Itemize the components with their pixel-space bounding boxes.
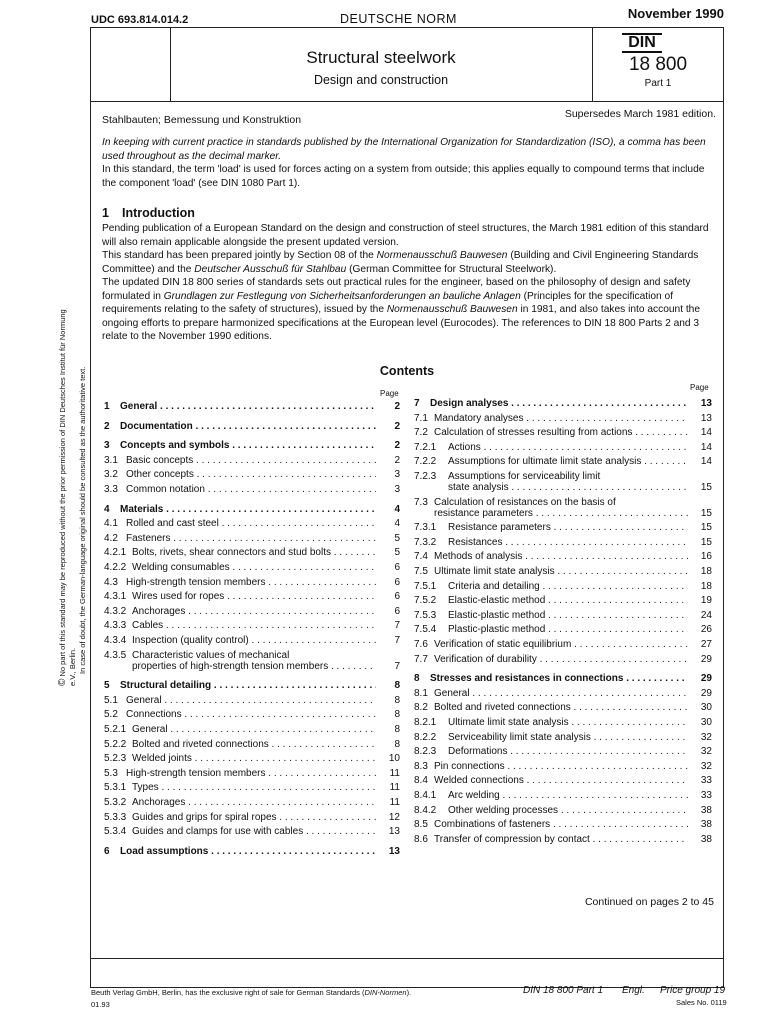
- toc-entry: [414, 507, 712, 521]
- toc-entry-page: 2: [394, 401, 400, 412]
- toc-entry-page: 30: [700, 702, 712, 714]
- toc-entry: [104, 439, 400, 453]
- document-subtitle: Design and construction: [313, 73, 449, 87]
- toc-entry: [414, 833, 712, 847]
- toc-entry: [414, 481, 712, 495]
- toc-entry-title: Wires used for ropes . . .: [132, 590, 376, 604]
- intro-paragraph-1: Pending publication of a European Standard on the design and construction of steel structures, the March 1981 edition of this standard will also remain applicable alongside the present updated version.: [102, 223, 709, 248]
- toc-entry-number: 4: [104, 503, 110, 515]
- toc-entry-title: Rolled and cast steel . . .: [126, 517, 376, 531]
- toc-entry-title: Welded joints . . .: [132, 752, 376, 766]
- toc-entry-number: 8: [414, 673, 420, 685]
- deutsche-norm-label: DEUTSCHE NORM: [340, 12, 457, 26]
- toc-entry-title: High-strength tension members . . .: [126, 576, 376, 590]
- toc-entry-title: Materials . . .: [120, 503, 376, 517]
- toc-entry-number: 8.2: [414, 702, 428, 714]
- toc-entry-title: Elastic-elastic method . . .: [448, 594, 688, 608]
- toc-entry-page: 7: [394, 635, 400, 646]
- toc-entry-page: 15: [700, 507, 712, 519]
- toc-entry-page: 27: [700, 639, 712, 650]
- toc-entry-page: 4: [394, 518, 400, 530]
- toc-entry-page: 38: [700, 819, 712, 831]
- toc-entry-title: Serviceability limit state analysis . . .: [448, 731, 688, 745]
- toc-entry-number: 8.2.3: [414, 746, 437, 758]
- toc-entry: [414, 672, 712, 686]
- toc-entry-page: 6: [394, 605, 400, 617]
- toc-entry-title: Ultimate limit state analysis . . .: [434, 565, 688, 579]
- toc-entry-number: 4.2.2: [104, 562, 127, 573]
- toc-entry-title: Other concepts . . .: [126, 468, 376, 482]
- toc-entry-number: 5.3.1: [104, 782, 127, 794]
- toc-entry-number: 7.3.2: [414, 536, 437, 548]
- text-run: ).: [406, 988, 412, 997]
- toc-entry-page: 6: [394, 562, 400, 573]
- toc-entry: [104, 825, 400, 839]
- copyright-icon: ©: [57, 678, 68, 686]
- toc-entry-page: 29: [700, 653, 712, 665]
- toc-entry: [104, 532, 400, 546]
- toc-entry-page: 5: [394, 532, 400, 544]
- toc-entry-number: 6: [104, 845, 110, 857]
- toc-entry: [104, 561, 400, 575]
- toc-entry-page: 14: [700, 456, 712, 468]
- toc-entry-title: Assumptions for ultimate limit state analysis . . .: [448, 455, 688, 469]
- toc-entry-number: 2: [104, 420, 110, 432]
- toc-entry-page: 30: [700, 717, 712, 728]
- toc-entry: [104, 767, 400, 781]
- toc-entry: [414, 594, 712, 608]
- toc-entry-title: Assumptions for serviceability limit: [448, 471, 601, 482]
- toc-entry: [414, 701, 712, 715]
- toc-entry-page: 3: [394, 484, 400, 495]
- toc-entry: [414, 804, 712, 818]
- toc-entry-page: 24: [700, 609, 712, 621]
- toc-entry-page: 16: [700, 551, 712, 563]
- toc-entry-title: Cables . . .: [132, 619, 376, 633]
- toc-entry: [104, 752, 400, 766]
- toc-entry-title: Characteristic values of mechanical: [132, 649, 290, 661]
- toc-entry-number: 8.2.2: [414, 731, 437, 743]
- din-part: Part 1: [644, 78, 672, 89]
- toc-entry-title: General . . .: [120, 400, 376, 414]
- toc-entry-number: 5.2.3: [104, 753, 127, 765]
- toc-entry-title: properties of high-strength tension members . . .: [132, 660, 376, 674]
- toc-entry: [414, 716, 712, 730]
- toc-entry: [104, 468, 400, 482]
- text-run-italic: Deutscher Ausschuß für Stahlbau: [194, 263, 347, 275]
- toc-entry-page: 32: [700, 731, 712, 743]
- toc-entry-number: 5.2: [104, 709, 118, 721]
- toc-entry-number: 3.2: [104, 469, 118, 481]
- text-run: (Principles for the specification of requirements relating to the safety of structures), issued by the: [102, 290, 674, 315]
- toc-entry: [414, 426, 712, 440]
- toc-entry-page: 13: [700, 412, 712, 424]
- udc-number: UDC 693.814.014.2: [91, 14, 189, 26]
- toc-entry: [104, 619, 400, 633]
- toc-entry-page: 18: [700, 580, 712, 592]
- toc-entry: [414, 745, 712, 759]
- toc-entry-number: 7.1: [414, 412, 428, 424]
- toc-entry-page: 29: [700, 673, 712, 685]
- toc-entry-title: Connections . . .: [126, 708, 376, 722]
- toc-entry: [104, 679, 400, 693]
- load-term-note: In this standard, the term 'load' is used for forces acting on a system from outside; this applies equally to compound terms that include the component 'load' (see DIN 1080 Part 1).: [102, 164, 705, 189]
- toc-entry-number: 4.3.5: [104, 649, 127, 661]
- toc-entry-page: 11: [389, 782, 400, 794]
- toc-entry: [104, 796, 400, 810]
- toc-entry-title: Documentation . . .: [120, 420, 376, 434]
- toc-entry: [104, 845, 400, 859]
- toc-entry-title: Plastic-plastic method . . .: [448, 623, 688, 637]
- toc-entry-title: Deformations . . .: [448, 745, 688, 759]
- toc-entry: [414, 536, 712, 550]
- section-number: 1: [102, 206, 109, 220]
- footer-price-group: Price group 19: [660, 985, 726, 996]
- toc-entry: [414, 760, 712, 774]
- intro-paragraph-2: [102, 249, 712, 276]
- toc-entry-number: 7.5.2: [414, 595, 437, 607]
- toc-entry-title: Resistance parameters . . .: [448, 521, 688, 535]
- toc-entry-page: 38: [700, 833, 712, 845]
- toc-entry-title: Concepts and symbols . . .: [120, 439, 376, 453]
- toc-entry: [104, 660, 400, 674]
- introduction-heading: [102, 206, 195, 220]
- toc-entry-page: 8: [394, 709, 400, 721]
- toc-entry-number: 8.5: [414, 819, 428, 831]
- toc-entry-title: General . . .: [132, 723, 376, 737]
- toc-entry: [104, 708, 400, 722]
- toc-entry-page: 5: [394, 547, 400, 559]
- toc-entry: [104, 811, 400, 825]
- toc-entry: [414, 550, 712, 564]
- toc-entry-title: state analysis . . .: [448, 481, 688, 495]
- toc-entry-number: 3.1: [104, 454, 118, 466]
- toc-entry-page: 33: [700, 775, 712, 787]
- toc-entry-number: 7: [414, 398, 420, 409]
- toc-entry-page: 8: [394, 724, 400, 735]
- toc-entry-title: Inspection (quality control) . . .: [132, 634, 376, 648]
- toc-entry-title: General . . .: [434, 687, 688, 701]
- toc-entry: [104, 420, 400, 434]
- toc-entry-title: Calculation of resistances on the basis of: [434, 496, 616, 508]
- toc-entry: [104, 590, 400, 604]
- toc-entry-number: 7.7: [414, 653, 428, 665]
- section-title: Introduction: [122, 206, 195, 220]
- toc-entry-number: 7.5.3: [414, 609, 437, 621]
- toc-entry-title: Basic concepts . . .: [126, 454, 376, 468]
- toc-entry-title: Other welding processes . . .: [448, 804, 688, 818]
- page-column-label-right: Page: [690, 383, 709, 392]
- toc-entry-number: 3.3: [104, 484, 118, 495]
- toc-entry: [104, 723, 400, 737]
- toc-entry-title: Verification of durability . . .: [434, 653, 688, 667]
- toc-entry-number: 8.3: [414, 760, 428, 772]
- toc-entry-number: 4.2: [104, 532, 118, 544]
- toc-entry-number: 5.3: [104, 767, 118, 779]
- toc-entry: [414, 455, 712, 469]
- toc-entry-number: 4.1: [104, 518, 118, 530]
- toc-entry-title: resistance parameters . . .: [434, 507, 688, 521]
- toc-entry: [414, 638, 712, 652]
- toc-entry-page: 19: [700, 595, 712, 607]
- din-logo: DIN: [622, 33, 662, 53]
- print-date: 01.93: [91, 1000, 110, 1009]
- toc-entry: [104, 781, 400, 795]
- toc-entry-page: 10: [388, 753, 400, 765]
- toc-entry-number: 8.4.2: [414, 804, 437, 816]
- toc-entry-number: 5.1: [104, 694, 118, 706]
- toc-entry: [414, 412, 712, 426]
- toc-entry-number: 7.2.1: [414, 441, 437, 453]
- toc-entry-title: Guides and grips for spiral ropes . . .: [132, 811, 376, 825]
- toc-entry: [414, 774, 712, 788]
- toc-entry-number: 8.1: [414, 687, 428, 699]
- text-run: Beuth Verlag GmbH, Berlin, has the exclusive right of sale for German Standards (: [91, 988, 365, 997]
- toc-entry-page: 15: [700, 482, 712, 493]
- toc-entry-title: Methods of analysis . . .: [434, 550, 688, 564]
- footer-standard-number: DIN 18 800 Part 1: [523, 985, 604, 996]
- toc-entry-page: 13: [388, 845, 400, 857]
- toc-entry-page: 8: [394, 680, 400, 692]
- toc-entry-title: Anchorages . . .: [132, 605, 376, 619]
- copyright-notice: [58, 296, 86, 686]
- toc-entry-page: 11: [389, 797, 400, 808]
- toc-entry-title: Load assumptions . . .: [120, 845, 376, 859]
- text-run-italic: DIN-Normen: [364, 988, 407, 997]
- text-run-italic: Grundlagen zur Festlegung von Sicherheitsanforderungen an bauliche Anlagen: [163, 290, 521, 302]
- toc-entry-number: 1: [104, 401, 110, 412]
- toc-entry: [414, 789, 712, 803]
- toc-entry-page: 2: [394, 454, 400, 466]
- toc-entry-page: 14: [700, 441, 712, 453]
- toc-entry: [104, 694, 400, 708]
- toc-entry: [104, 546, 400, 560]
- copyright-line-2: In case of doubt, the German-language original should be consulted as the authoritative text.: [78, 366, 87, 674]
- toc-entry-title: Verification of static equilibrium . . .: [434, 638, 688, 652]
- toc-entry-number: 7.3.1: [414, 522, 437, 534]
- toc-entry-page: 29: [700, 687, 712, 699]
- toc-entry: [414, 441, 712, 455]
- toc-entry: [414, 609, 712, 623]
- toc-entry: [104, 738, 400, 752]
- toc-entry-page: 15: [700, 522, 712, 534]
- toc-entry-number: 7.6: [414, 639, 428, 650]
- toc-entry: [104, 517, 400, 531]
- toc-entry-number: 5.2.1: [104, 724, 127, 735]
- toc-entry-title: Pin connections . . .: [434, 760, 688, 774]
- text-run: (German Committee for Structural Steelwork).: [346, 263, 557, 275]
- toc-entry: [414, 565, 712, 579]
- toc-entry-page: 12: [388, 811, 400, 823]
- toc-entry: [104, 400, 400, 414]
- text-run: (Building and Civil Engineering Standards Committee) and the: [102, 250, 699, 275]
- toc-entry-number: 5.3.4: [104, 826, 127, 838]
- toc-entry-number: 7.3: [414, 496, 428, 508]
- text-run: This standard has been prepared jointly by Section 08 of the: [102, 250, 377, 261]
- toc-entry-number: 8.4: [414, 775, 428, 787]
- toc-entry-title: Ultimate limit state analysis . . .: [448, 716, 688, 730]
- iso-decimal-note: In keeping with current practice in standards published by the International Organization for Standardization (ISO), a comma has been used throughout as the decimal marker.: [102, 137, 706, 162]
- footer-sales-number: Sales No. 0119: [676, 998, 727, 1007]
- intro-paragraph-3: [102, 276, 712, 344]
- toc-entry-number: 7.5: [414, 566, 428, 577]
- toc-entry-title: General . . .: [126, 694, 376, 708]
- copyright-text: No part of this standard may be reproduced without the prior permission of DIN Deutsches Institut für Normung e.V., Berlin.: [58, 309, 77, 686]
- toc-entry-page: 6: [394, 591, 400, 603]
- toc-entry-page: 7: [394, 620, 400, 632]
- footer-divider: [90, 958, 724, 959]
- toc-entry-page: 13: [388, 826, 400, 838]
- toc-entry-title: Bolts, rivets, shear connectors and stud bolts . . .: [132, 546, 376, 560]
- toc-entry: [414, 818, 712, 832]
- german-title: Stahlbauten; Bemessung und Konstruktion: [102, 114, 302, 126]
- toc-entry-title: Elastic-plastic method . . .: [448, 609, 688, 623]
- header-divider: [90, 101, 724, 102]
- toc-entry-number: 4.2.1: [104, 547, 127, 559]
- toc-entry-title: Bolted and riveted connections . . .: [132, 738, 376, 752]
- toc-entry-page: 3: [394, 469, 400, 481]
- toc-entry-number: 7.5.1: [414, 580, 437, 592]
- toc-entry-title: Actions . . .: [448, 441, 688, 455]
- text-run-italic: Normenausschuß Bauwesen: [386, 304, 518, 315]
- toc-entry: [414, 687, 712, 701]
- toc-entry-page: 2: [394, 440, 400, 452]
- toc-entry-number: 8.2.1: [414, 717, 437, 728]
- continued-note: Continued on pages 2 to 45: [584, 896, 714, 908]
- toc-entry-title: Anchorages . . .: [132, 796, 376, 810]
- toc-entry-page: 33: [700, 790, 712, 801]
- toc-entry: [104, 454, 400, 468]
- toc-entry-number: 7.2.2: [414, 456, 437, 468]
- toc-entry-page: 8: [394, 694, 400, 706]
- toc-entry-title: Types . . .: [132, 781, 376, 795]
- toc-entry-number: 4.3: [104, 576, 118, 588]
- publisher-note: [91, 988, 411, 997]
- toc-entry-title: Mandatory analyses . . .: [434, 412, 688, 426]
- toc-entry-number: 7.5.4: [414, 624, 437, 636]
- contents-list-left: [104, 400, 400, 870]
- toc-entry-title: Combinations of fasteners . . .: [434, 818, 688, 832]
- toc-entry-number: 7.4: [414, 551, 428, 563]
- toc-entry-number: 7.2.3: [414, 471, 437, 482]
- toc-entry-title: Resistances . . .: [448, 536, 688, 550]
- toc-entry-number: 5: [104, 680, 110, 692]
- toc-entry-title: Arc welding . . .: [448, 789, 688, 803]
- toc-entry-number: 5.2.2: [104, 738, 127, 750]
- toc-entry-page: 8: [394, 738, 400, 750]
- toc-entry-page: 6: [394, 576, 400, 588]
- toc-entry-page: 18: [700, 566, 712, 577]
- toc-entry-page: 11: [389, 767, 400, 779]
- toc-entry-page: 38: [700, 804, 712, 816]
- contents-list-right: [414, 397, 712, 867]
- toc-entry: [414, 397, 712, 411]
- toc-entry: [414, 731, 712, 745]
- toc-entry-number: 4.3.4: [104, 635, 127, 646]
- toc-entry-title: Welding consumables . . .: [132, 561, 376, 575]
- toc-entry-number: 7.2: [414, 427, 428, 439]
- toc-entry-title: Criteria and detailing . . .: [448, 580, 688, 594]
- din-number: 18 800: [628, 54, 688, 75]
- toc-entry-number: 5.3.2: [104, 797, 127, 808]
- toc-entry: [414, 580, 712, 594]
- toc-entry-number: 5.3.3: [104, 811, 127, 823]
- toc-entry: [414, 521, 712, 535]
- toc-entry-title: Bolted and riveted connections . . .: [434, 701, 688, 715]
- supersedes-note: Supersedes March 1981 edition.: [564, 108, 716, 120]
- toc-entry: [414, 623, 712, 637]
- footer-language: Engl.: [622, 985, 645, 996]
- toc-entry-page: 14: [700, 427, 712, 439]
- toc-entry-page: 32: [700, 746, 712, 758]
- toc-entry: [104, 503, 400, 517]
- toc-entry-number: 8.6: [414, 833, 428, 845]
- toc-entry: [104, 634, 400, 648]
- toc-entry-title: Fasteners . . .: [126, 532, 376, 546]
- toc-entry-page: 26: [700, 624, 712, 636]
- toc-entry-page: 7: [394, 660, 400, 672]
- edition-date: November 1990: [627, 6, 724, 21]
- toc-entry-title: Design analyses . . .: [430, 397, 688, 411]
- toc-entry-title: Welded connections . . .: [434, 774, 688, 788]
- toc-entry-page: 13: [700, 398, 712, 409]
- document-title: Structural steelwork: [306, 48, 456, 67]
- toc-entry-title: Transfer of compression by contact . . .: [434, 833, 688, 847]
- toc-entry-number: 3: [104, 440, 110, 452]
- text-run: in 1981, and also takes into account the ongoing efforts to prepare harmonized specifications at the European level (Eurocodes). The references to DIN 18 800 Parts 2 and 3 relate to the November 1990 editions.: [102, 304, 701, 342]
- toc-entry-title: Calculation of stresses resulting from actions . . .: [434, 426, 688, 440]
- toc-entry-number: 8.4.1: [414, 790, 437, 801]
- contents-heading: Contents: [379, 364, 435, 378]
- toc-entry: [104, 576, 400, 590]
- toc-entry-number: 4.3.3: [104, 620, 127, 632]
- toc-entry-title: Stresses and resistances in connections . . .: [430, 672, 688, 686]
- toc-entry-page: 4: [394, 503, 400, 515]
- toc-entry-title: High-strength tension members . . .: [126, 767, 376, 781]
- copyright-line-1: [58, 296, 78, 686]
- page-column-label-left: Page: [380, 389, 399, 398]
- toc-entry: [104, 605, 400, 619]
- toc-entry-page: 32: [700, 760, 712, 772]
- toc-entry-title: Common notation . . .: [126, 483, 376, 497]
- toc-entry-title: Guides and clamps for use with cables . . .: [132, 825, 376, 839]
- toc-entry-page: 15: [700, 536, 712, 548]
- toc-entry-title: Structural detailing . . .: [120, 679, 376, 693]
- toc-entry-number: 4.3.1: [104, 591, 127, 603]
- toc-entry-number: 4.3.2: [104, 605, 127, 617]
- toc-entry-page: 2: [394, 420, 400, 432]
- text-run-italic: Normenausschuß Bauwesen: [376, 250, 508, 261]
- toc-entry: [414, 653, 712, 667]
- toc-entry: [104, 483, 400, 497]
- text-run: The updated DIN 18 800 series of standards sets out practical rules for the engineer, based on the philosophy of design and safety formulated in: [102, 277, 691, 302]
